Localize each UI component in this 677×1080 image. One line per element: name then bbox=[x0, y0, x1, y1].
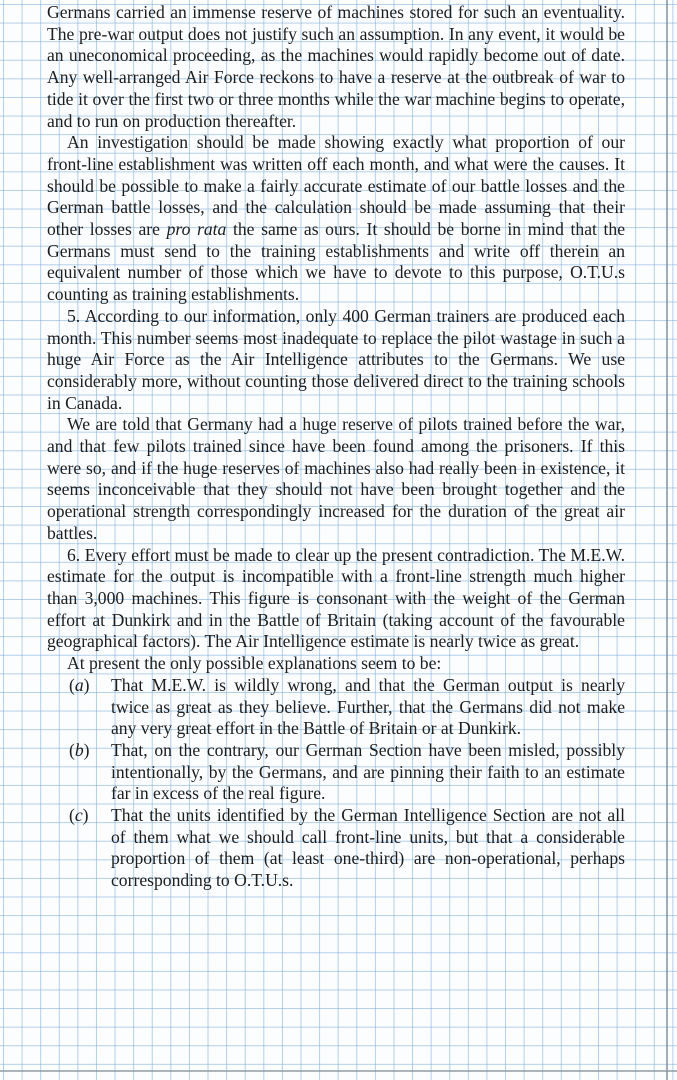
list-item-label: (c) bbox=[69, 805, 89, 826]
paragraph-explanations-intro: At present the only possible explanations seem to be: bbox=[67, 653, 442, 674]
list-item bbox=[67, 805, 625, 892]
paragraph-investigation bbox=[47, 132, 625, 306]
list-item-text: That the units identified by the German Intelligence Section are not all of them what we should call front-line units, but that a considerable proportion of them (at least one-third) are non-operational, perhaps corresponding to O.T.U.s. bbox=[111, 805, 625, 891]
paragraph-section-6: 6. Every effort must be made to clear up the present contradiction. The M.E.W. estimate for the output is incompatible with a front-line strength much higher than 3,000 machines. This figure is consonant with the weight of the German effort at Dunkirk and in the Battle of Britain (taking account of the favourable geographical factors). The Air Intelligence estimate is nearly twice as great. bbox=[47, 544, 625, 652]
list-item-text: That M.E.W. is wildly wrong, and that the German output is nearly twice as great as they believe. Further, that the Germans did not make any very great effort in the Battle of Britain or at Dunkirk. bbox=[111, 674, 625, 739]
list-item bbox=[67, 740, 625, 805]
paragraph-investigation-text-start: An investigation should be made showing exactly what proportion of our front-line establishment was written off each month, and what were the causes. It should be possible to make a fairly accurate estimate of our battle losses and the German battle losses, and the calculation should be made assuming that their other losses are bbox=[47, 132, 625, 240]
pro-rata-emphasis: pro rata bbox=[166, 219, 227, 240]
paragraph-pilot-reserve: We are told that Germany had a huge reserve of pilots trained before the war, and that few pilots trained since have been found among the prisoners. If this were so, and if the huge reserves of machines also had really been in existence, it seems inconceivable that they should not have been brought together and the operational strength correspondingly increased for the duration of the great air battles. bbox=[47, 414, 625, 543]
list-item-text: That, on the contrary, our German Section have been misled, possibly intentionally, by the Germans, and are pinning their faith to an estimate far in excess of the real figure. bbox=[111, 739, 625, 804]
explanations-list bbox=[67, 675, 625, 892]
page-right-edge bbox=[666, 0, 668, 1080]
paragraph-section-5: 5. According to our information, only 400 German trainers are produced each month. This number seems most inadequate to replace the pilot wastage in such a huge Air Force as the Air Intelligence attributes to the Germans. We use considerably more, without counting those delivered direct to the training schools in Canada. bbox=[47, 305, 625, 413]
list-item-label: (a) bbox=[69, 674, 90, 695]
paragraph-investigation-text-end: the same as ours. It should be borne in mind that the Germans must send to the training establishments and write off therein an equivalent number of those which we have to devote to this purpose, O.T.U.s counting as training establishments. bbox=[47, 219, 626, 305]
list-item bbox=[67, 675, 625, 740]
paragraph-continuation: Germans carried an immense reserve of machines stored for such an eventuality. The pre-war output does not justify such an assumption. In any event, it would be an uneconomical proceeding, as the machines would rapidly become out of date. Any well-arranged Air Force reckons to have a reserve at the outbreak of war to tide it over the first two or three months while the war machine begins to operate, and to run on production thereafter. bbox=[47, 2, 625, 131]
document-page bbox=[47, 2, 625, 892]
list-item-label: (b) bbox=[69, 739, 90, 760]
page-bottom-edge bbox=[0, 1070, 677, 1072]
